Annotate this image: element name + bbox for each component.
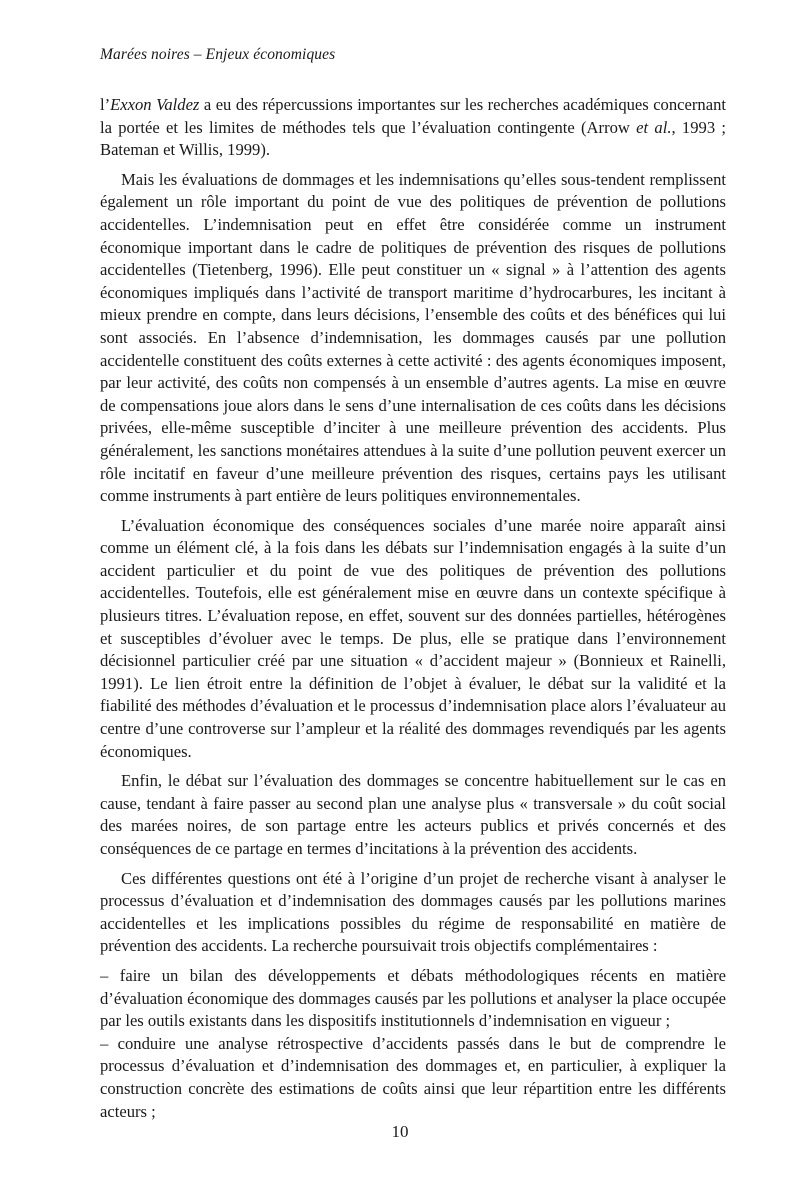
page-number: 10 xyxy=(391,1122,409,1141)
paragraph-3: L’évaluation économique des conséquences sociales d’une marée noire apparaît ainsi comme un élément clé, à la fois dans les débats sur l’indemnisation engagés à la suite d’un accident particulier et du point de vue des politiques de prévention des pollutions accidentelles. Toutefois, elle est généralement mise en œuvre dans un contexte spécifique à plusieurs titres. L’évaluation repose, en effet, souvent sur des données partielles, hétérogènes et susceptibles d’évoluer avec le temps. De plus, elle se pratique dans l’environnement décisionnel particulier créé par une situation « d’accident majeur » (Bonnieux et Rainelli, 1991). Le lien étroit entre la définition de l’objet à évaluer, le débat sur la validité et la fiabilité des méthodes d’évaluation et le processus d’indemnisation place alors l’évaluateur au centre d’une controverse sur l’ampleur et la réalité des dommages revendiqués par les agents économiques. xyxy=(100,515,726,761)
running-header: Marées noires – Enjeux économiques xyxy=(100,46,336,63)
paragraph-5: Ces différentes questions ont été à l’origine d’un projet de recherche visant à analyser le processus d’évaluation et d’indemnisation des dommages causés par les pollutions marines accidentelles et les implications possibles du régime de responsabilité en matière de prévention des accidents. La recherche poursuivait trois objectifs complémentaires : xyxy=(100,868,726,956)
page-body xyxy=(100,94,726,1123)
paragraph-4: Enfin, le débat sur l’évaluation des dommages se concentre habituellement sur le cas en cause, tendant à faire passer au second plan une analyse plus « transversale » du coût social des marées noires, de son partage entre les acteurs publics et privés concernés et des conséquences de ce partage en termes d’incitations à la prévention des accidents. xyxy=(100,771,726,858)
list-item-1: – faire un bilan des développements et débats méthodologiques récents en matière d’évaluation économique des dommages causés par les pollutions et analyser la place occupée par les outils existants dans les dispositifs institutionnels d’indemnisation en vigueur ; xyxy=(100,965,726,1031)
paragraph-2: Mais les évaluations de dommages et les indemnisations qu’elles sous-tendent remplissent également un rôle important du point de vue des politiques de prévention de pollutions accidentelles. L’indemnisation peut en effet être considérée comme un instrument économique important dans le cadre de politiques de prévention des risques de pollutions accidentelles (Tietenberg, 1996). Elle peut constituer un « signal » à l’attention des agents économiques impliqués dans l’activité de transport maritime d’hydrocarbures, les incitant à mieux prendre en compte, dans leurs décisions, l’ensemble des coûts et des bénéfices qui lui sont associés. En l’absence d’indemnisation, les dommages causés par une pollution accidentelle constituent des coûts externes à cette activité : des agents économiques imposent, par leur activité, des coûts non compensés à un ensemble d’autres agents. La mise en œuvre de compensations joue alors dans le sens d’une internalisation de ces coûts dans les décisions privées, elle-même susceptible d’inciter à une meilleure prévention des accidents. Plus généralement, les sanctions monétaires attendues à la suite d’une pollution peuvent exercer un rôle incitatif en faveur d’une meilleure prévention des risques, certains pays les utilisant comme instruments à part entière de leurs politiques environnementales. xyxy=(100,169,726,506)
citation-et-al: et al. xyxy=(636,117,672,137)
list-item-2: – conduire une analyse rétrospective d’accidents passés dans le but de comprendre le processus d’évaluation et d’indemnisation des dommages et, en particulier, à expliquer la construction concrète des estimations de coûts ainsi que leur répartition entre les différents acteurs ; xyxy=(100,1033,726,1121)
paragraph-1-mid: a eu des répercussions importantes sur les recherches académiques concernant la portée et les limites de méthodes tels que l’évaluation contingente (Arrow xyxy=(100,95,726,137)
paragraph-1-prefix: l’ xyxy=(100,95,111,114)
ship-name: Exxon Valdez xyxy=(110,95,200,114)
paragraph-1-suffix: , 1993 ; Bateman et Willis, 1999). xyxy=(100,117,727,160)
paragraph-1 xyxy=(100,94,726,162)
